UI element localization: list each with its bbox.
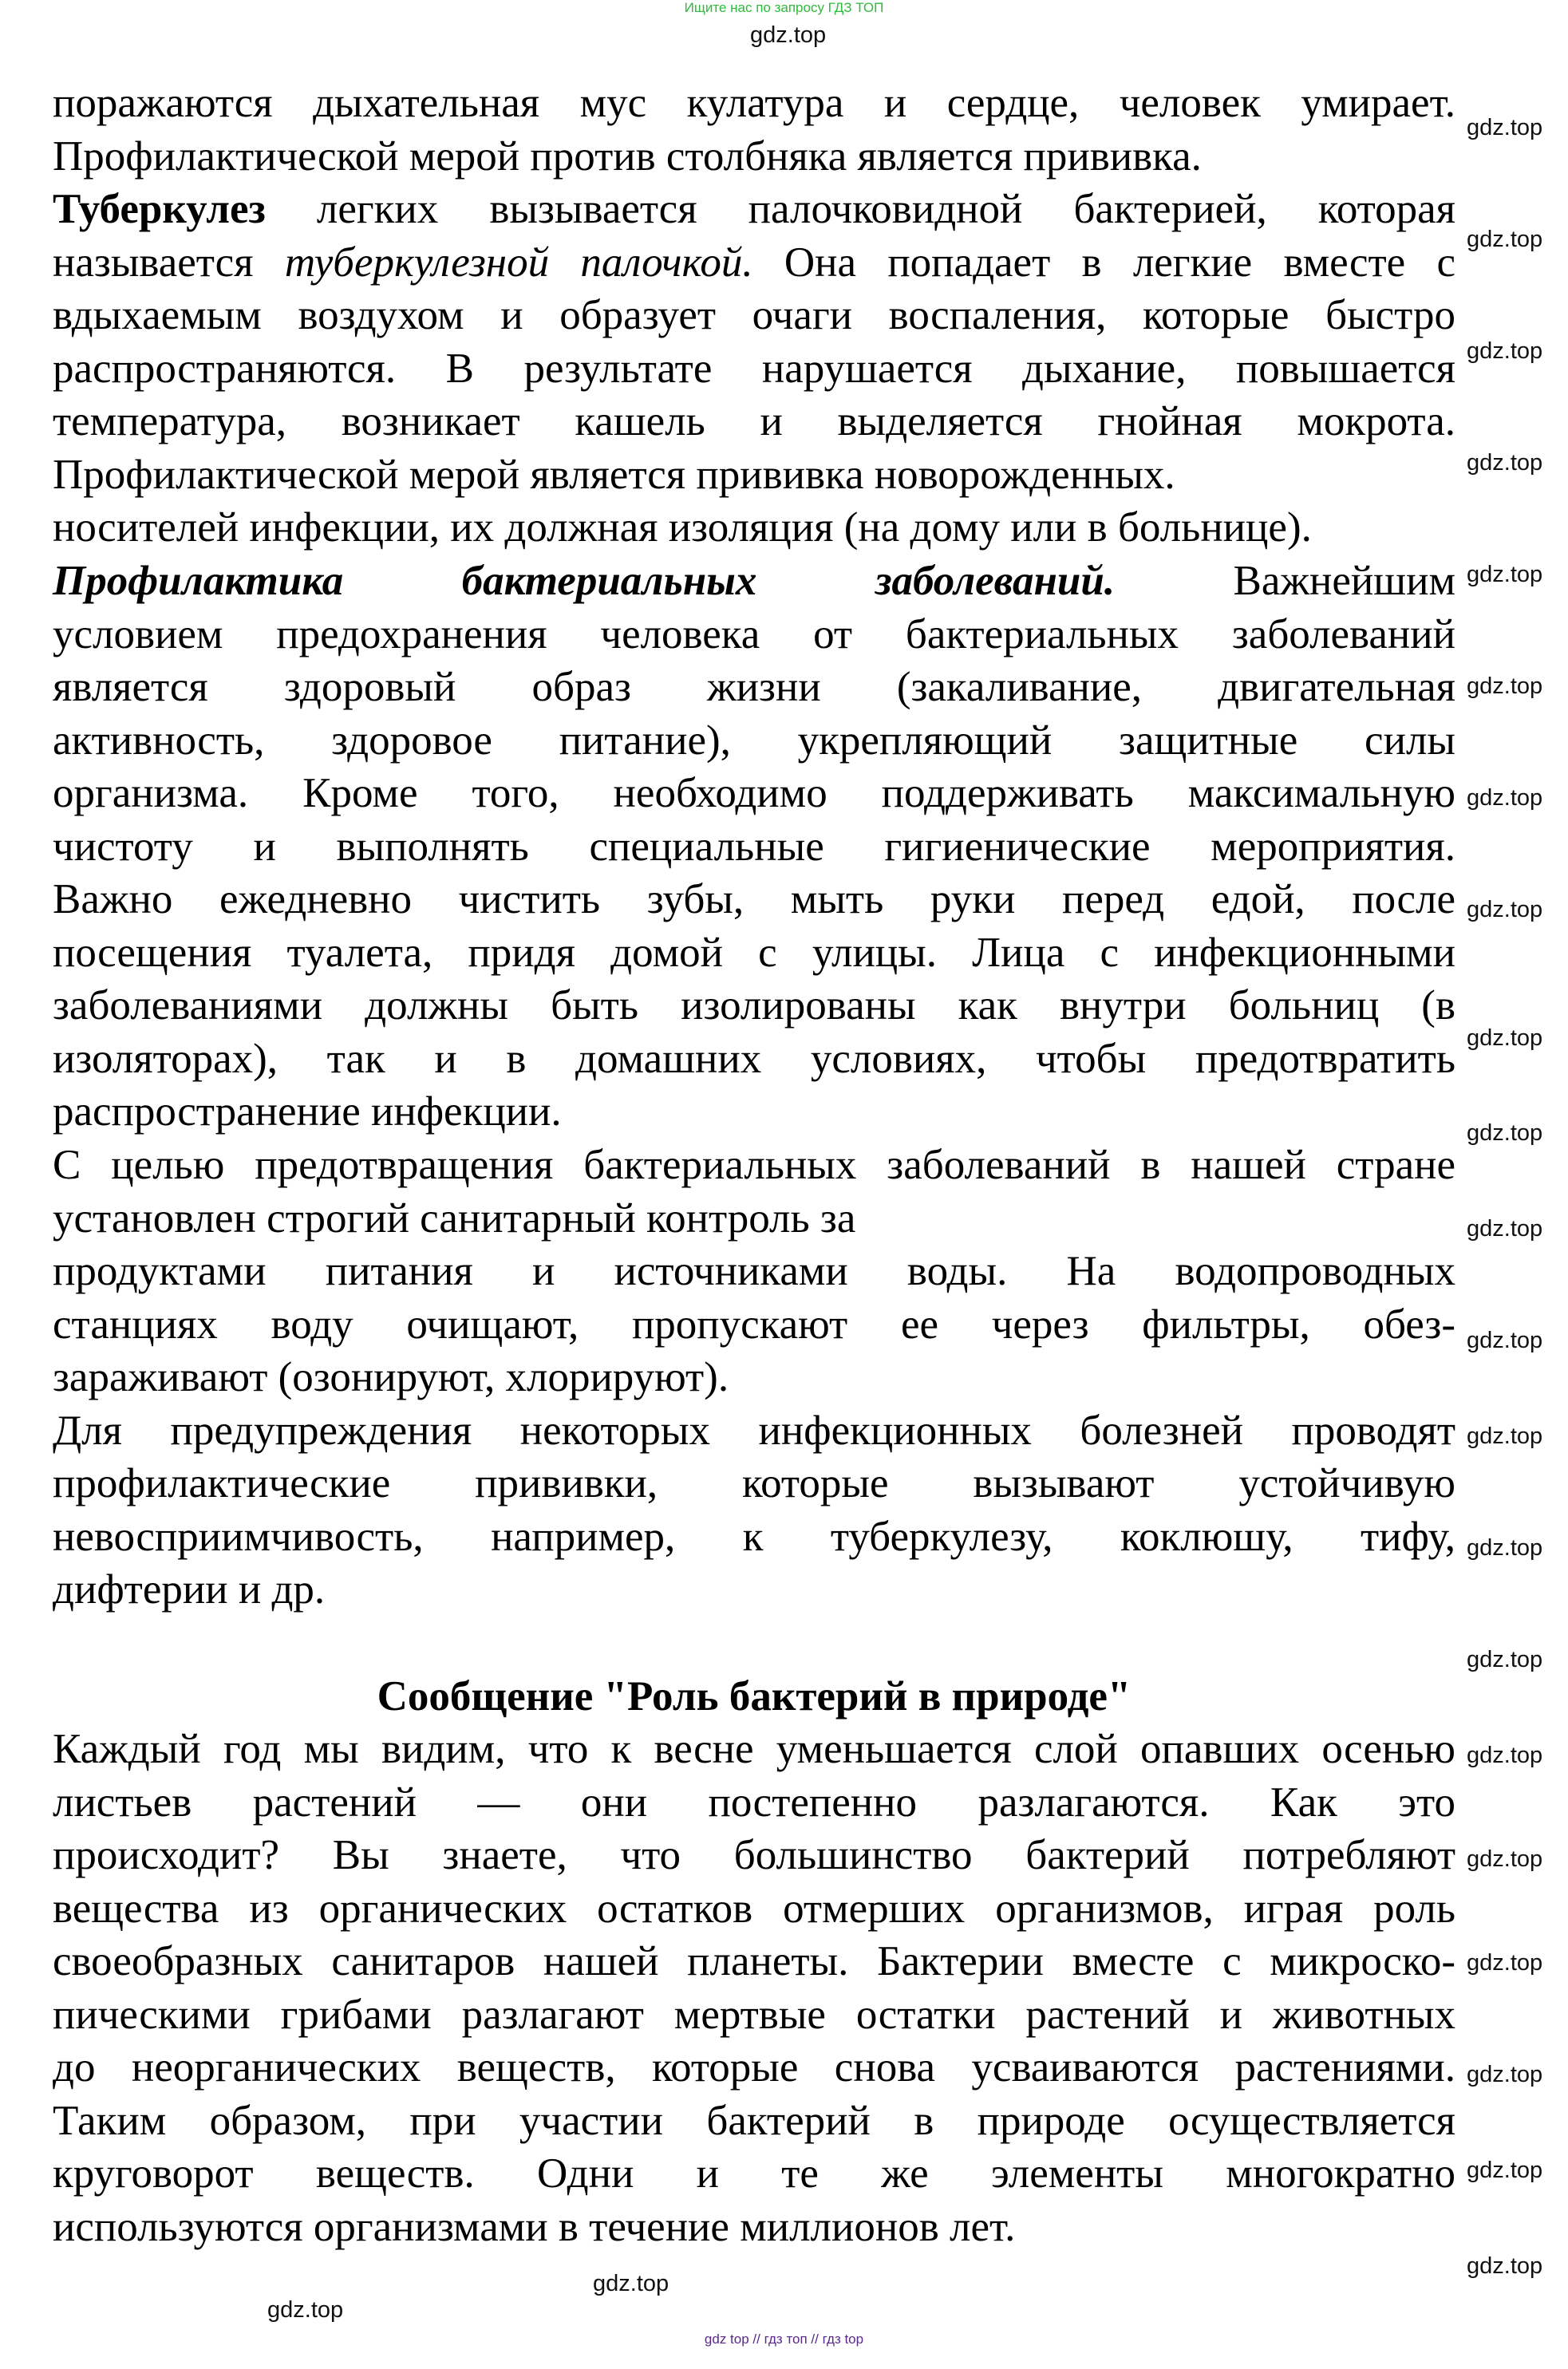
text-segment: до неорганических веществ, которые снова усваиваются растениями. [53,2044,1455,2091]
text-line-content [377,1672,1132,1721]
text-line [53,662,1455,712]
text-segment: изоляторах), так и в домашних условиях, чтобы предотвратить [53,1035,1455,1082]
text-line [53,184,1455,234]
text-segment: своеобразных санитаров нашей планеты. Бактерии вместе с микроско- [53,1938,1455,1985]
text-segment: Важнейшим [1115,557,1455,604]
text-line [53,397,1455,446]
text-line [53,1937,1455,1986]
text-segment: используются организмами в течение миллионов лет. [53,2204,1016,2250]
text-line-content [53,1724,1455,1774]
text-segment: профилактические прививки, которые вызывают устойчивую [53,1460,1455,1507]
text-line-content [53,768,1455,818]
text-line [53,822,1455,871]
watermark-text: gdz.top [1467,227,1543,252]
top-banner: Ищите нас по запросу ГДЗ ТОП [684,0,884,15]
text-segment: Важно ежедневно чистить зубы, мыть руки перед едой, после [53,876,1455,923]
watermark-text: gdz.top [1467,1025,1543,1051]
text-segment: распространение инфекции. [53,1088,562,1135]
text-line-content [53,981,1455,1030]
text-line [53,1778,1455,1827]
text-line-content [53,132,1202,181]
watermark-text: gdz.top [1467,1216,1543,1242]
text-segment: установлен строгий санитарный контроль за [53,1194,856,1242]
text-segment: продуктами питания и источниками воды. На водопроводных [53,1248,1455,1295]
text-line-content [53,503,1312,552]
text-line [53,238,1455,287]
text-line-content [53,1884,1455,1933]
text-line [53,875,1455,924]
text-segment: пическими грибами разлагают мертвые остатки растений и животных [53,1991,1455,2038]
text-line [53,1246,1455,1296]
text-segment: происходит? Вы знаете, что большинство бактерий потребляют [53,1832,1455,1879]
emphasis-text: Туберкулез [53,186,266,233]
text-segment: Она попадает в легкие вместе с [752,239,1455,286]
text-line-content [53,1459,1455,1508]
watermark-text: gdz.top [1467,1328,1543,1353]
text-line-content [53,450,1175,499]
watermark-text: gdz.top [1467,562,1543,587]
text-segment: круговорот веществ. Одни и те же элементы многократно [53,2150,1455,2197]
text-line-content [53,1778,1455,1827]
text-line [53,1990,1455,2039]
text-segment: вдыхаемым воздухом и образует очаги воспаления, которые быстро [53,292,1455,339]
text-line [53,1406,1455,1455]
text-segment: Таким образом, при участии бактерий в природе осуществляется [53,2097,1455,2144]
text-line-content [53,875,1455,924]
text-line-content [53,556,1455,606]
text-line-content [53,290,1455,340]
text-line [53,2149,1455,2198]
text-line-content [53,1565,325,1614]
text-line [53,981,1455,1030]
text-line [53,132,1455,181]
text-line-content [53,1937,1455,1986]
watermark-text: gdz.top [1467,1950,1543,1976]
text-line [53,78,1455,128]
watermark-text: gdz.top [1467,897,1543,922]
watermark-text: gdz.top [1467,1846,1543,1872]
emphasis-text: туберкулезной палочкой. [284,239,753,286]
text-line [53,1300,1455,1349]
text-line-content [53,1512,1455,1562]
watermark-text: gdz.top [1467,785,1543,811]
text-line [53,503,1455,552]
text-line-content [53,1830,1455,1880]
text-line [53,768,1455,818]
text-line-content [53,1406,1455,1455]
text-line [53,290,1455,340]
text-line-content [53,344,1455,393]
watermark-text: gdz.top [1467,1647,1543,1672]
watermark-text: gdz.top [1467,2158,1543,2183]
text-line [53,1459,1455,1508]
text-line-content [53,2043,1455,2092]
text-line [53,1140,1455,1190]
text-line-content [53,1990,1455,2039]
text-line-content [53,716,1455,765]
text-segment: С целью предотвращения бактериальных заболеваний в нашей стране [53,1142,1455,1188]
text-line-content [53,184,1455,234]
text-segment: Каждый год мы видим, что к весне уменьшается слой опавших осенью [53,1726,1455,1773]
watermark-text: gdz.top [593,2271,669,2296]
text-line-content [53,1140,1455,1190]
text-line [53,1087,1455,1136]
text-line [53,1352,1455,1402]
text-segment: чистоту и выполнять специальные гигиенические мероприятия. [53,823,1455,870]
text-line [53,1194,1455,1243]
text-line [53,1884,1455,1933]
text-line-content [53,78,1455,128]
text-line [53,450,1455,499]
text-segment: зараживают (озонируют, хлорируют). [53,1354,729,1401]
text-line-content [53,2202,1015,2252]
watermark-text: gdz.top [267,2297,344,2323]
watermark-text: gdz.top [1467,2062,1543,2087]
text-segment: легких вызывается палочковидной бактерией, которая [265,186,1455,233]
text-line-content [53,1300,1455,1349]
watermark-text: gdz.top [1467,2253,1543,2279]
text-line [53,344,1455,393]
text-line-content [53,238,1455,287]
text-segment: называется [53,239,285,286]
text-line [53,928,1455,977]
watermark-text: gdz.top [1467,673,1543,699]
emphasis-text: Профилактика бактериальных заболеваний. [53,557,1116,604]
bottom-banner: gdz top // гдз топ // гдз top [704,2331,864,2347]
text-line [53,2043,1455,2092]
text-segment: заболеваниями должны быть изолированы как внутри больниц (в [53,982,1455,1029]
text-line-content [53,610,1455,659]
text-line-content [53,2149,1455,2198]
text-line-content [53,1034,1455,1084]
text-line-content [53,662,1455,712]
text-line-content [53,1352,729,1402]
text-line-content [53,928,1455,977]
watermark-text: gdz.top [1467,1535,1543,1561]
text-segment: Для предупреждения некоторых инфекционных болезней проводят [53,1407,1455,1454]
text-line [53,1830,1455,1880]
text-segment: температура, возникает кашель и выделяется гнойная мокрота. [53,398,1455,445]
text-segment: Профилактической мерой является прививка новорожденных. [53,451,1175,498]
text-segment: дифтерии и др. [53,1566,326,1613]
text-line [53,2096,1455,2146]
text-line-content [53,822,1455,871]
text-segment: условием предохранения человека от бактериальных заболеваний [53,610,1455,657]
text-segment: организма. Кроме того, необходимо поддерживать максимальную [53,770,1455,817]
watermark-text: gdz.top [1467,450,1543,476]
text-segment: активность, здоровое питание), укрепляющий защитные силы [53,717,1455,764]
text-line [53,2202,1455,2252]
text-segment: Сообщение "Роль бактерий в природе" [377,1672,1132,1719]
text-segment: носителей инфекции, их должная изоляция (на дому или в больнице). [53,504,1312,551]
watermark-text: gdz.top [1467,338,1543,364]
text-segment: станциях воду очищают, пропускают ее через фильтры, обез- [53,1301,1455,1348]
text-line [53,1512,1455,1562]
text-segment: Профилактической мерой против столбняка является прививка. [53,132,1202,180]
watermark-text: gdz.top [1467,1423,1543,1449]
watermark-text: gdz.top [750,22,827,48]
text-segment: поражаются дыхательная мус кулатура и сердце, человек умирает. [53,80,1455,126]
text-line-content [53,2096,1455,2146]
section-heading [53,1672,1455,1721]
watermark-text: gdz.top [1467,115,1543,140]
text-line [53,556,1455,606]
watermark-text: gdz.top [1467,1120,1543,1146]
text-segment: вещества из органических остатков отмерших организмов, играя роль [53,1885,1455,1932]
text-line-content [53,1246,1455,1296]
text-line-content [53,397,1455,446]
text-segment: невосприимчивость, например, к туберкулезу, коклюшу, тифу, [53,1513,1455,1560]
text-line-content [53,1087,562,1136]
text-line [53,716,1455,765]
text-line [53,1034,1455,1084]
text-segment: посещения туалета, придя домой с улицы. Лица с инфекционными [53,929,1455,976]
text-line-content [53,1194,855,1243]
text-line [53,610,1455,659]
text-line [53,1565,1455,1614]
text-segment: листьев растений — они постепенно разлагаются. Как это [53,1779,1455,1826]
text-segment: распространяются. В результате нарушается дыхание, повышается [53,345,1455,392]
text-segment: является здоровый образ жизни (закаливание, двигательная [53,664,1455,711]
text-line [53,1724,1455,1774]
watermark-text: gdz.top [1467,1743,1543,1768]
